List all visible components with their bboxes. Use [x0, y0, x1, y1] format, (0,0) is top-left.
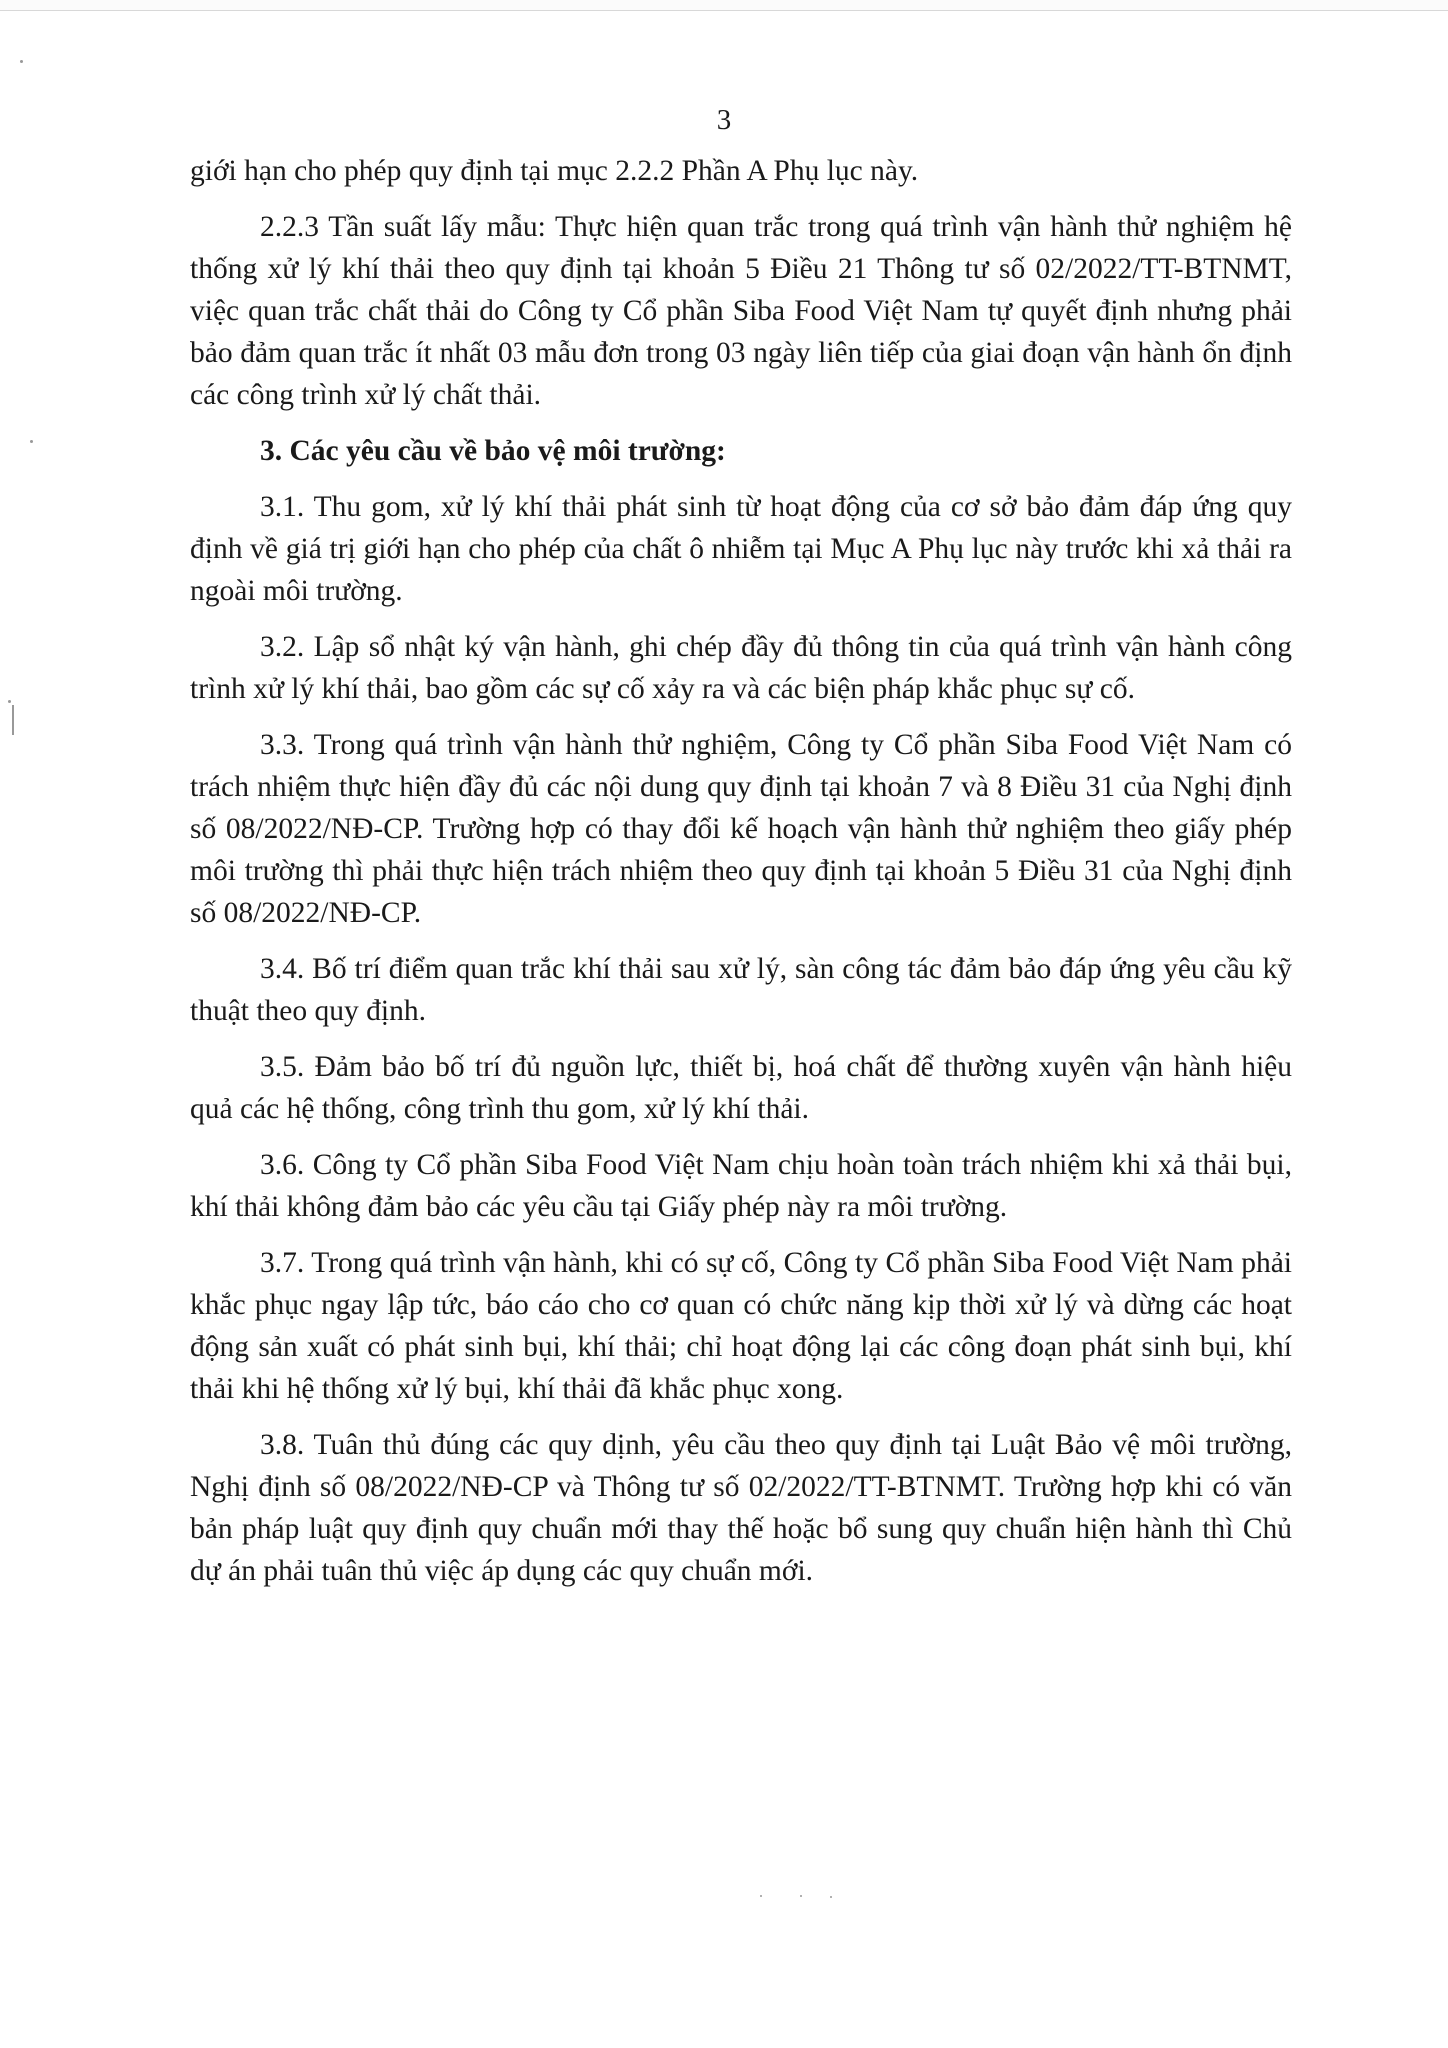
paragraph-3-6: 3.6. Công ty Cổ phần Siba Food Việt Nam chịu hoàn toàn trách nhiệm khi xả thải bụi, khí thải không đảm bảo các yêu cầu tại Giấy phép này ra môi trường. — [190, 1149, 1292, 1223]
scan-speck — [12, 705, 14, 735]
paragraph-2-2-3: 2.2.3 Tần suất lấy mẫu: Thực hiện quan trắc trong quá trình vận hành thử nghiệm hệ thống xử lý khí thải theo quy định tại khoản 5 Điều 21 Thông tư số 02/2022/TT-BTNMT, việc quan trắc chất thải do Công ty Cổ phần Siba Food Việt Nam tự quyết định nhưng phải bảo đảm quan trắc ít nhất 03 mẫu đơn trong 03 ngày liên tiếp của giai đoạn vận hành ổn định các công trình xử lý chất thải. — [190, 211, 1292, 411]
page-number: 3 — [716, 104, 732, 136]
paragraph-3-3: 3.3. Trong quá trình vận hành thử nghiệm, Công ty Cổ phần Siba Food Việt Nam có trách nhiệm thực hiện đầy đủ các nội dung quy định tại khoản 7 và 8 Điều 31 của Nghị định số 08/2022/NĐ-CP. Trường hợp có thay đổi kế hoạch vận hành thử nghiệm theo giấy phép môi trường thì phải thực hiện trách nhiệm theo quy định tại khoản 5 Điều 31 của Nghị định số 08/2022/NĐ-CP. — [190, 729, 1292, 929]
paragraph-3-7: 3.7. Trong quá trình vận hành, khi có sự cố, Công ty Cổ phần Siba Food Việt Nam phải khắc phục ngay lập tức, báo cáo cho cơ quan có chức năng kịp thời xử lý và dừng các hoạt động sản xuất có phát sinh bụi, khí thải; chỉ hoạt động lại các công đoạn phát sinh bụi, khí thải khi hệ thống xử lý bụi, khí thải đã khắc phục xong. — [190, 1247, 1292, 1405]
scan-speck — [830, 1896, 832, 1898]
scan-speck — [30, 440, 33, 443]
scan-speck — [800, 1895, 802, 1897]
scan-speck — [760, 1895, 762, 1897]
scan-speck — [20, 60, 23, 63]
paragraph-3-1: 3.1. Thu gom, xử lý khí thải phát sinh từ hoạt động của cơ sở bảo đảm đáp ứng quy định về giá trị giới hạn cho phép của chất ô nhiễm tại Mục A Phụ lục này trước khi xả thải ra ngoài môi trường. — [190, 491, 1292, 607]
section-heading-3: 3. Các yêu cầu về bảo vệ môi trường: — [260, 435, 726, 467]
paragraph-continuation: giới hạn cho phép quy định tại mục 2.2.2 Phần A Phụ lục này. — [190, 155, 919, 187]
scan-top-edge — [0, 0, 1448, 11]
scan-speck — [8, 700, 11, 703]
paragraph-3-8: 3.8. Tuân thủ đúng các quy dịnh, yêu cầu theo quy định tại Luật Bảo vệ môi trường, Nghị định số 08/2022/NĐ-CP và Thông tư số 02/2022/TT-BTNMT. Trường hợp khi có văn bản pháp luật quy định quy chuẩn mới thay thế hoặc bổ sung quy chuẩn hiện hành thì Chủ dự án phải tuân thủ việc áp dụng các quy chuẩn mới. — [190, 1429, 1292, 1587]
paragraph-3-2: 3.2. Lập sổ nhật ký vận hành, ghi chép đầy đủ thông tin của quá trình vận hành công trình xử lý khí thải, bao gồm các sự cố xảy ra và các biện pháp khắc phục sự cố. — [190, 631, 1292, 705]
paragraph-3-4: 3.4. Bố trí điểm quan trắc khí thải sau xử lý, sàn công tác đảm bảo đáp ứng yêu cầu kỹ thuật theo quy định. — [190, 953, 1292, 1027]
paragraph-3-5: 3.5. Đảm bảo bố trí đủ nguồn lực, thiết bị, hoá chất để thường xuyên vận hành hiệu quả các hệ thống, công trình thu gom, xử lý khí thải. — [190, 1051, 1292, 1125]
document-body — [190, 150, 1292, 1606]
